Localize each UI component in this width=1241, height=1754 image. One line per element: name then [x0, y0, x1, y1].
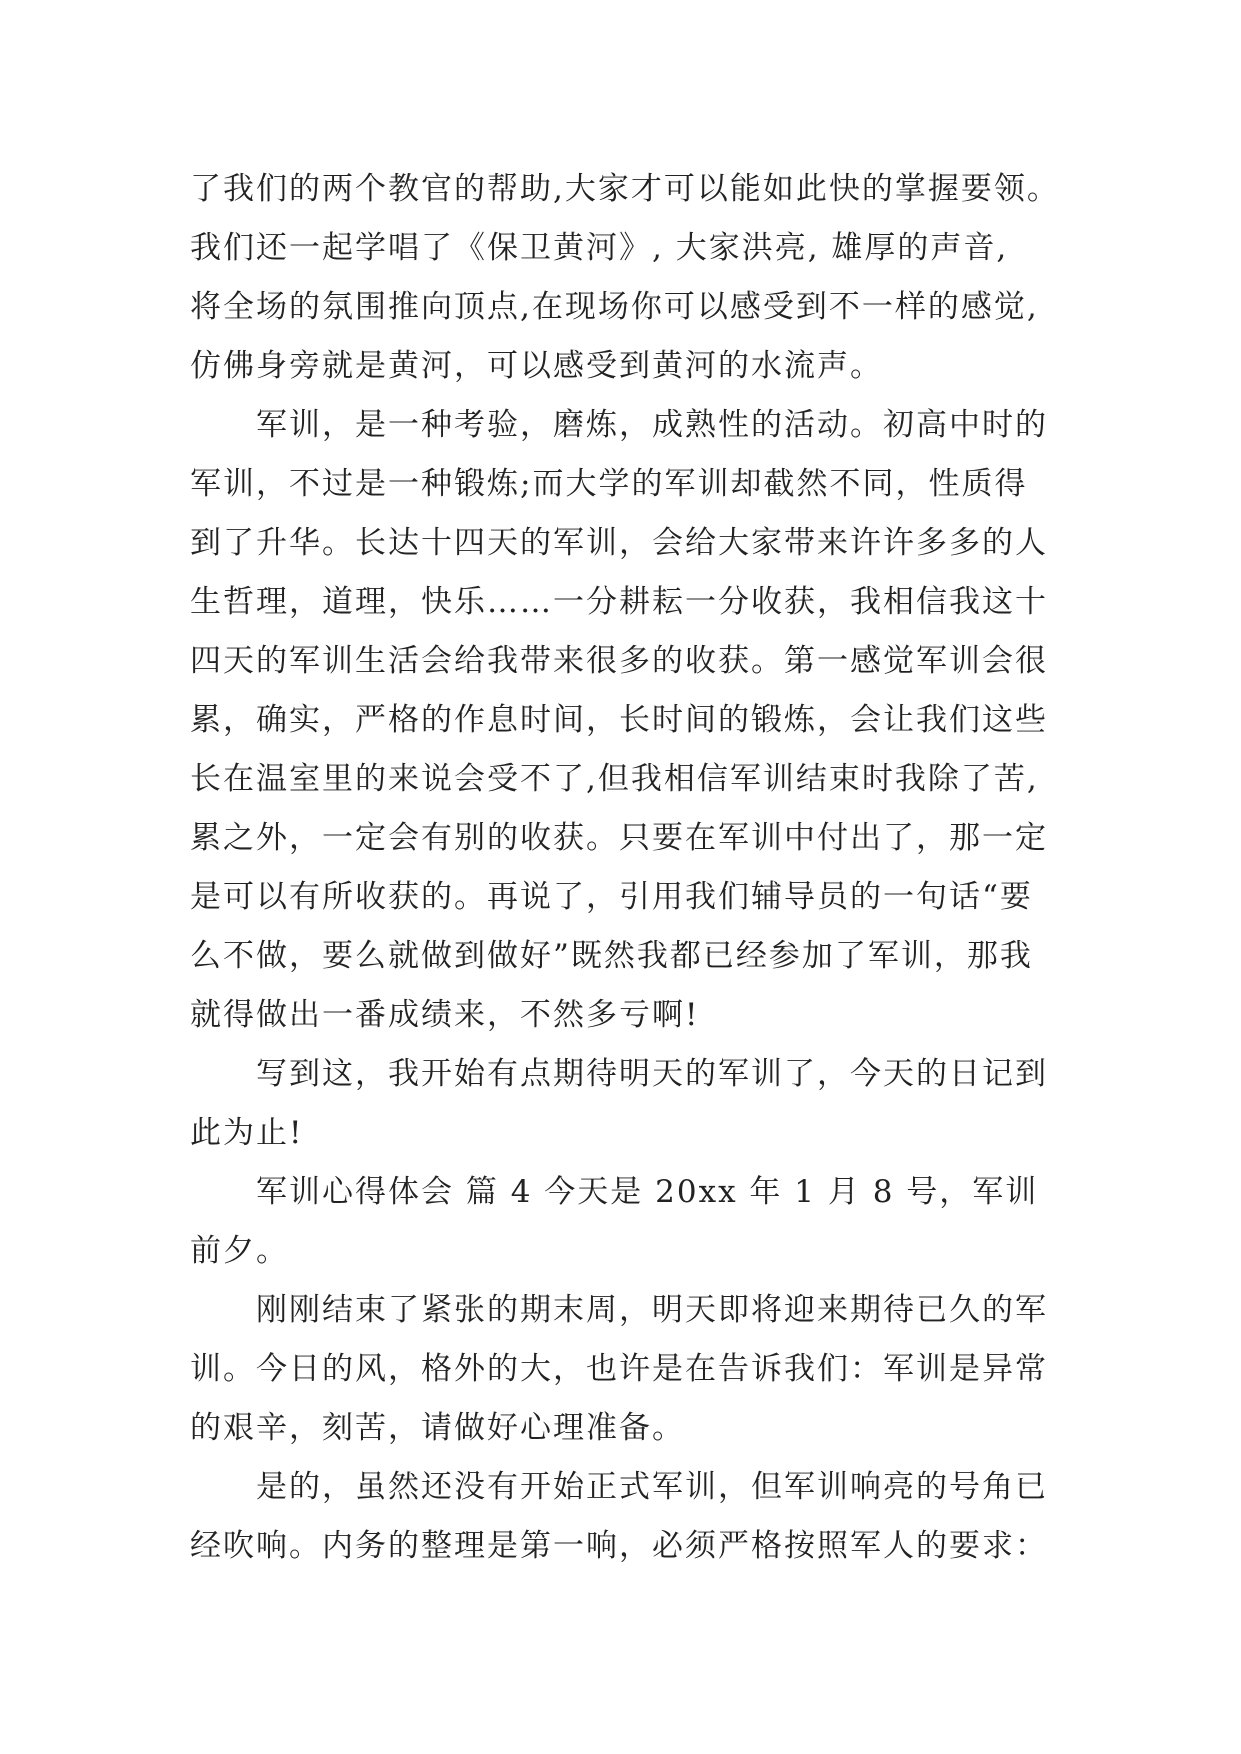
text-line: 到了升华。长达十四天的军训，会给大家带来许许多多的人 — [190, 525, 1048, 561]
text-line: 将全场的氛围推向顶点,在现场你可以感受到不一样的感觉, — [190, 289, 1039, 325]
text-line: 四天的军训生活会给我带来很多的收获。第一感觉军训会很 — [190, 643, 1048, 679]
document-body — [190, 160, 1090, 1576]
paragraph-first-line: 军训，是一种考验，磨炼，成熟性的活动。初高中时的 — [256, 407, 1048, 443]
text-line: 经吹响。内务的整理是第一响，必须严格按照军人的要求： — [190, 1528, 1048, 1564]
text-line: 仿佛身旁就是黄河，可以感受到黄河的水流声。 — [190, 348, 883, 384]
text-line: 前夕。 — [190, 1233, 289, 1269]
text-line: 累之外，一定会有别的收获。只要在军训中付出了，那一定 — [190, 820, 1048, 856]
text-line: 我们还一起学唱了《保卫黄河》, 大家洪亮, 雄厚的声音, — [190, 230, 1009, 266]
text-line: 的艰辛，刻苦，请做好心理准备。 — [190, 1410, 685, 1446]
text-line: 生哲理，道理，快乐……一分耕耘一分收获，我相信我这十 — [190, 584, 1048, 620]
text-line: 是可以有所收获的。再说了，引用我们辅导员的一句话“要 — [190, 879, 1033, 915]
paragraph-first-line: 是的，虽然还没有开始正式军训，但军训响亮的号角已 — [256, 1469, 1048, 1505]
text-line: 么不做，要么就做到做好”既然我都已经参加了军训，那我 — [190, 938, 1033, 974]
text-line: 累，确实，严格的作息时间，长时间的锻炼，会让我们这些 — [190, 702, 1048, 738]
section-heading-line: 军训心得体会 篇 4 今天是 20xx 年 1 月 8 号，军训 — [256, 1174, 1039, 1210]
paragraph-first-line: 刚刚结束了紧张的期末周，明天即将迎来期待已久的军 — [256, 1292, 1048, 1328]
text-line: 就得做出一番成绩来，不然多亏啊! — [190, 997, 700, 1033]
text-line: 训。今日的风，格外的大，也许是在告诉我们：军训是异常 — [190, 1351, 1048, 1387]
text-line: 了我们的两个教官的帮助,大家才可以能如此快的掌握要领。 — [190, 171, 1060, 207]
text-line: 长在温室里的来说会受不了,但我相信军训结束时我除了苦, — [190, 761, 1039, 797]
text-line: 此为止! — [190, 1115, 304, 1151]
paragraph-first-line: 写到这，我开始有点期待明天的军训了，今天的日记到 — [256, 1056, 1048, 1092]
text-line: 军训，不过是一种锻炼;而大学的军训却截然不同，性质得 — [190, 466, 1028, 502]
